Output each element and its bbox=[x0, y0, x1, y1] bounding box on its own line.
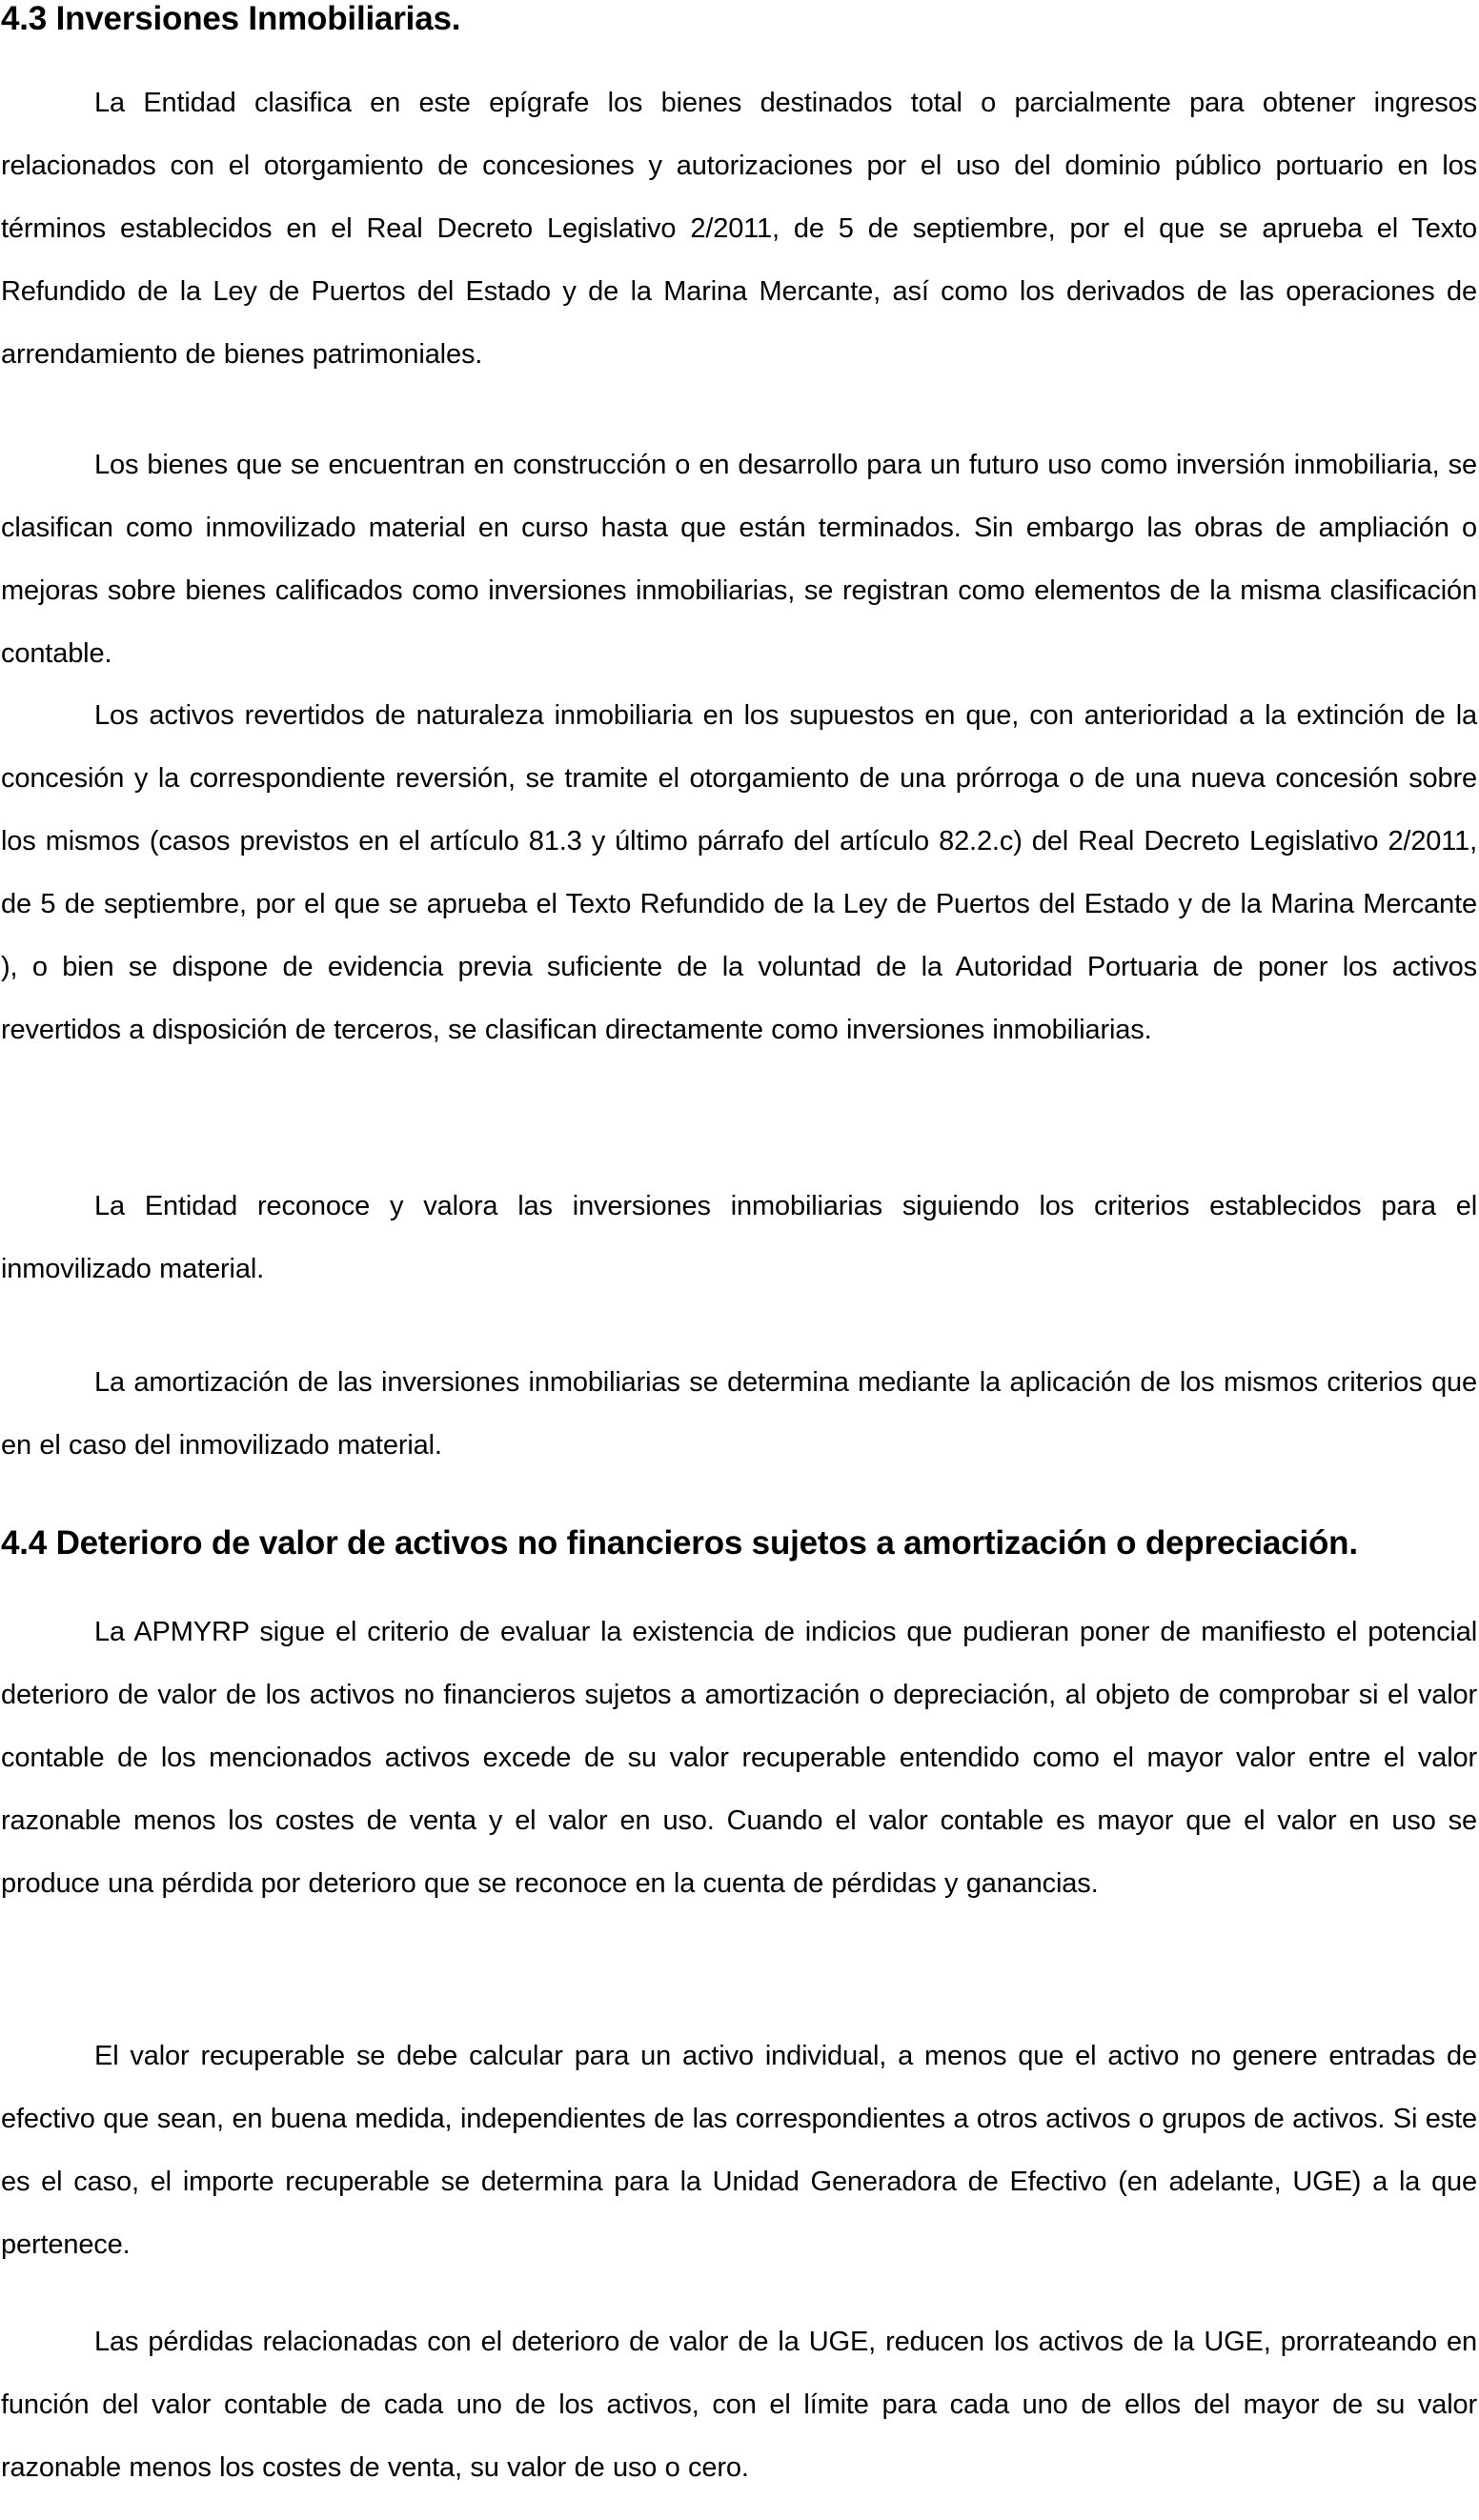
paragraph-amortizacion: La amortización de las inversiones inmobiliarias se determina mediante la aplicación de los mismos criterios que en el caso del inmovilizado material. bbox=[1, 1367, 1477, 1461]
section-heading-inversiones-inmobiliarias: 4.3 Inversiones Inmobiliarias. bbox=[1, 0, 461, 37]
paragraph-activos-revertidos: Los activos revertidos de naturaleza inmobiliaria en los supuestos en que, con anterioridad a la extinción de la concesión y la correspondiente reversión, se tramite el otorgamiento de una prórroga o de una nueva concesión sobre los mismos (casos previstos en el artículo 81.3 y último párrafo del artículo 82.2.c) del Real Decreto Legislativo 2/2011, de 5 de septiembre, por el que se aprueba el Texto Refundido de la Ley de Puertos del Estado y de la Marina Mercante ), o bien se dispone de evidencia previa suficiente de la voluntad de la Autoridad Portuaria de poner los activos revertidos a disposición de terceros, se clasifican directamente como inversiones inmobiliarias. bbox=[1, 700, 1477, 1045]
paragraph-clasificacion-bienes: La Entidad clasifica en este epígrafe los bienes destinados total o parcialmente para obtener ingresos relacionados con el otorgamiento de concesiones y autorizaciones por el uso del dominio público portuario en los términos establecidos en el Real Decreto Legislativo 2/2011, de 5 de septiembre, por el que se aprueba el Texto Refundido de la Ley de Puertos del Estado y de la Marina Mercante, así como los derivados de las operaciones de arrendamiento de bienes patrimoniales. bbox=[1, 88, 1477, 370]
paragraph-criterio-evaluacion: La APMYRP sigue el criterio de evaluar la existencia de indicios que pudieran poner de manifiesto el potencial deterioro de valor de los activos no financieros sujetos a amortización o depreciación, al objeto de comprobar si el valor contable de los mencionados activos excede de su valor recuperable entendido como el mayor valor entre el valor razonable menos los costes de venta y el valor en uso. Cuando el valor contable es mayor que el valor en uso se produce una pérdida por deterioro que se reconoce en la cuenta de pérdidas y ganancias. bbox=[1, 1617, 1477, 1899]
paragraph-perdidas-uge: Las pérdidas relacionadas con el deterioro de valor de la UGE, reducen los activos de la UGE, prorrateando en función del valor contable de cada uno de los activos, con el límite para cada uno de ellos del mayor de su valor razonable menos los costes de venta, su valor de uso o cero. bbox=[1, 2327, 1477, 2483]
paragraph-reconocimiento-valoracion: La Entidad reconoce y valora las inversiones inmobiliarias siguiendo los criterios establecidos para el inmovilizado material. bbox=[1, 1191, 1477, 1284]
paragraph-bienes-en-construccion: Los bienes que se encuentran en construcción o en desarrollo para un futuro uso como inversión inmobiliaria, se clasifican como inmovilizado material en curso hasta que están terminados. Sin embargo las obras de ampliación o mejoras sobre bienes calificados como inversiones inmobiliarias, se registran como elementos de la misma clasificación contable. bbox=[1, 450, 1477, 669]
paragraph-valor-recuperable: El valor recuperable se debe calcular para un activo individual, a menos que el activo no genere entradas de efectivo que sean, en buena medida, independientes de las correspondientes a otros activos o grupos de activos. Si este es el caso, el importe recuperable se determina para la Unidad Generadora de Efectivo (en adelante, UGE) a la que pertenece. bbox=[1, 2041, 1477, 2260]
section-heading-deterioro-de-valor: 4.4 Deterioro de valor de activos no financieros sujetos a amortización o depreciación. bbox=[1, 1524, 1358, 1562]
